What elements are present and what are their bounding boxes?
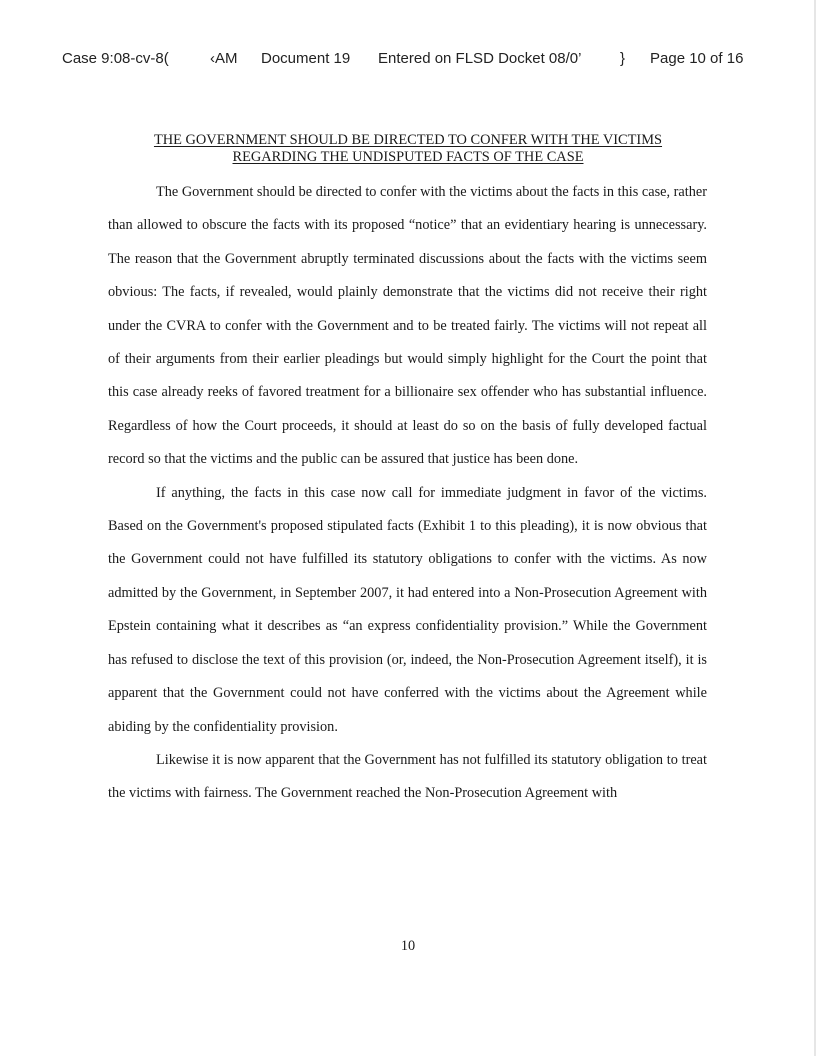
body-text <box>108 176 707 811</box>
docket-entry: Entered on FLSD Docket 08/0’ <box>378 50 582 67</box>
paragraph: If anything, the facts in this case now call for immediate judgment in favor of the victims. Based on the Government's proposed stipulated facts (Exhibit 1 to this pleading), it is now obvious that the Government could not have fulfilled its statutory obligations to confer with the victims. As now admitted by the Government, in September 2007, it had entered into a Non-Prosecution Agreement with Epstein containing what it describes as “an express confidentiality provision.” While the Government has refused to disclose the text of this provision (or, indeed, the Non-Prosecution Agreement itself), it is apparent that the Government could not have conferred with the victims about the Agreement while abiding by the confidentiality provision. <box>108 484 707 735</box>
paragraph: Likewise it is now apparent that the Government has not fulfilled its statutory obligation to treat the victims with fairness. The Government reached the Non-Prosecution Agreement with <box>108 751 707 802</box>
heading-line-1: THE GOVERNMENT SHOULD BE DIRECTED TO CONFER WITH THE VICTIMS <box>153 132 663 148</box>
paragraph: The Government should be directed to confer with the victims about the facts in this case, rather than allowed to obscure the facts with its proposed “notice” that an evidentiary hearing is unnecessary. The reason that the Government abruptly terminated discussions about the facts with the victims seem obvious: The facts, if revealed, would plainly demonstrate that the victims did not receive their right under the CVRA to confer with the Government and to be treated fairly. The victims will not repeat all of their arguments from their earlier pleadings but would simply highlight for the Court the point that this case already reeks of favored treatment for a billionaire sex offender who has substantial influence. Regardless of how the Court proceeds, it should at least do so on the basis of fully developed factual record so that the victims and the public can be assured that justice has been done. <box>108 184 707 468</box>
heading-line-2: REGARDING THE UNDISPUTED FACTS OF THE CASE <box>232 149 584 165</box>
judge-initials: ‹AM <box>210 50 238 67</box>
case-number: Case 9:08-cv-8( <box>62 50 169 67</box>
section-heading <box>0 132 816 166</box>
document-number: Document 19 <box>261 50 351 67</box>
docket-header <box>0 50 816 72</box>
page-number: 10 <box>400 938 416 954</box>
date-fragment: } <box>620 50 626 67</box>
page-count: Page 10 of 16 <box>650 50 744 67</box>
